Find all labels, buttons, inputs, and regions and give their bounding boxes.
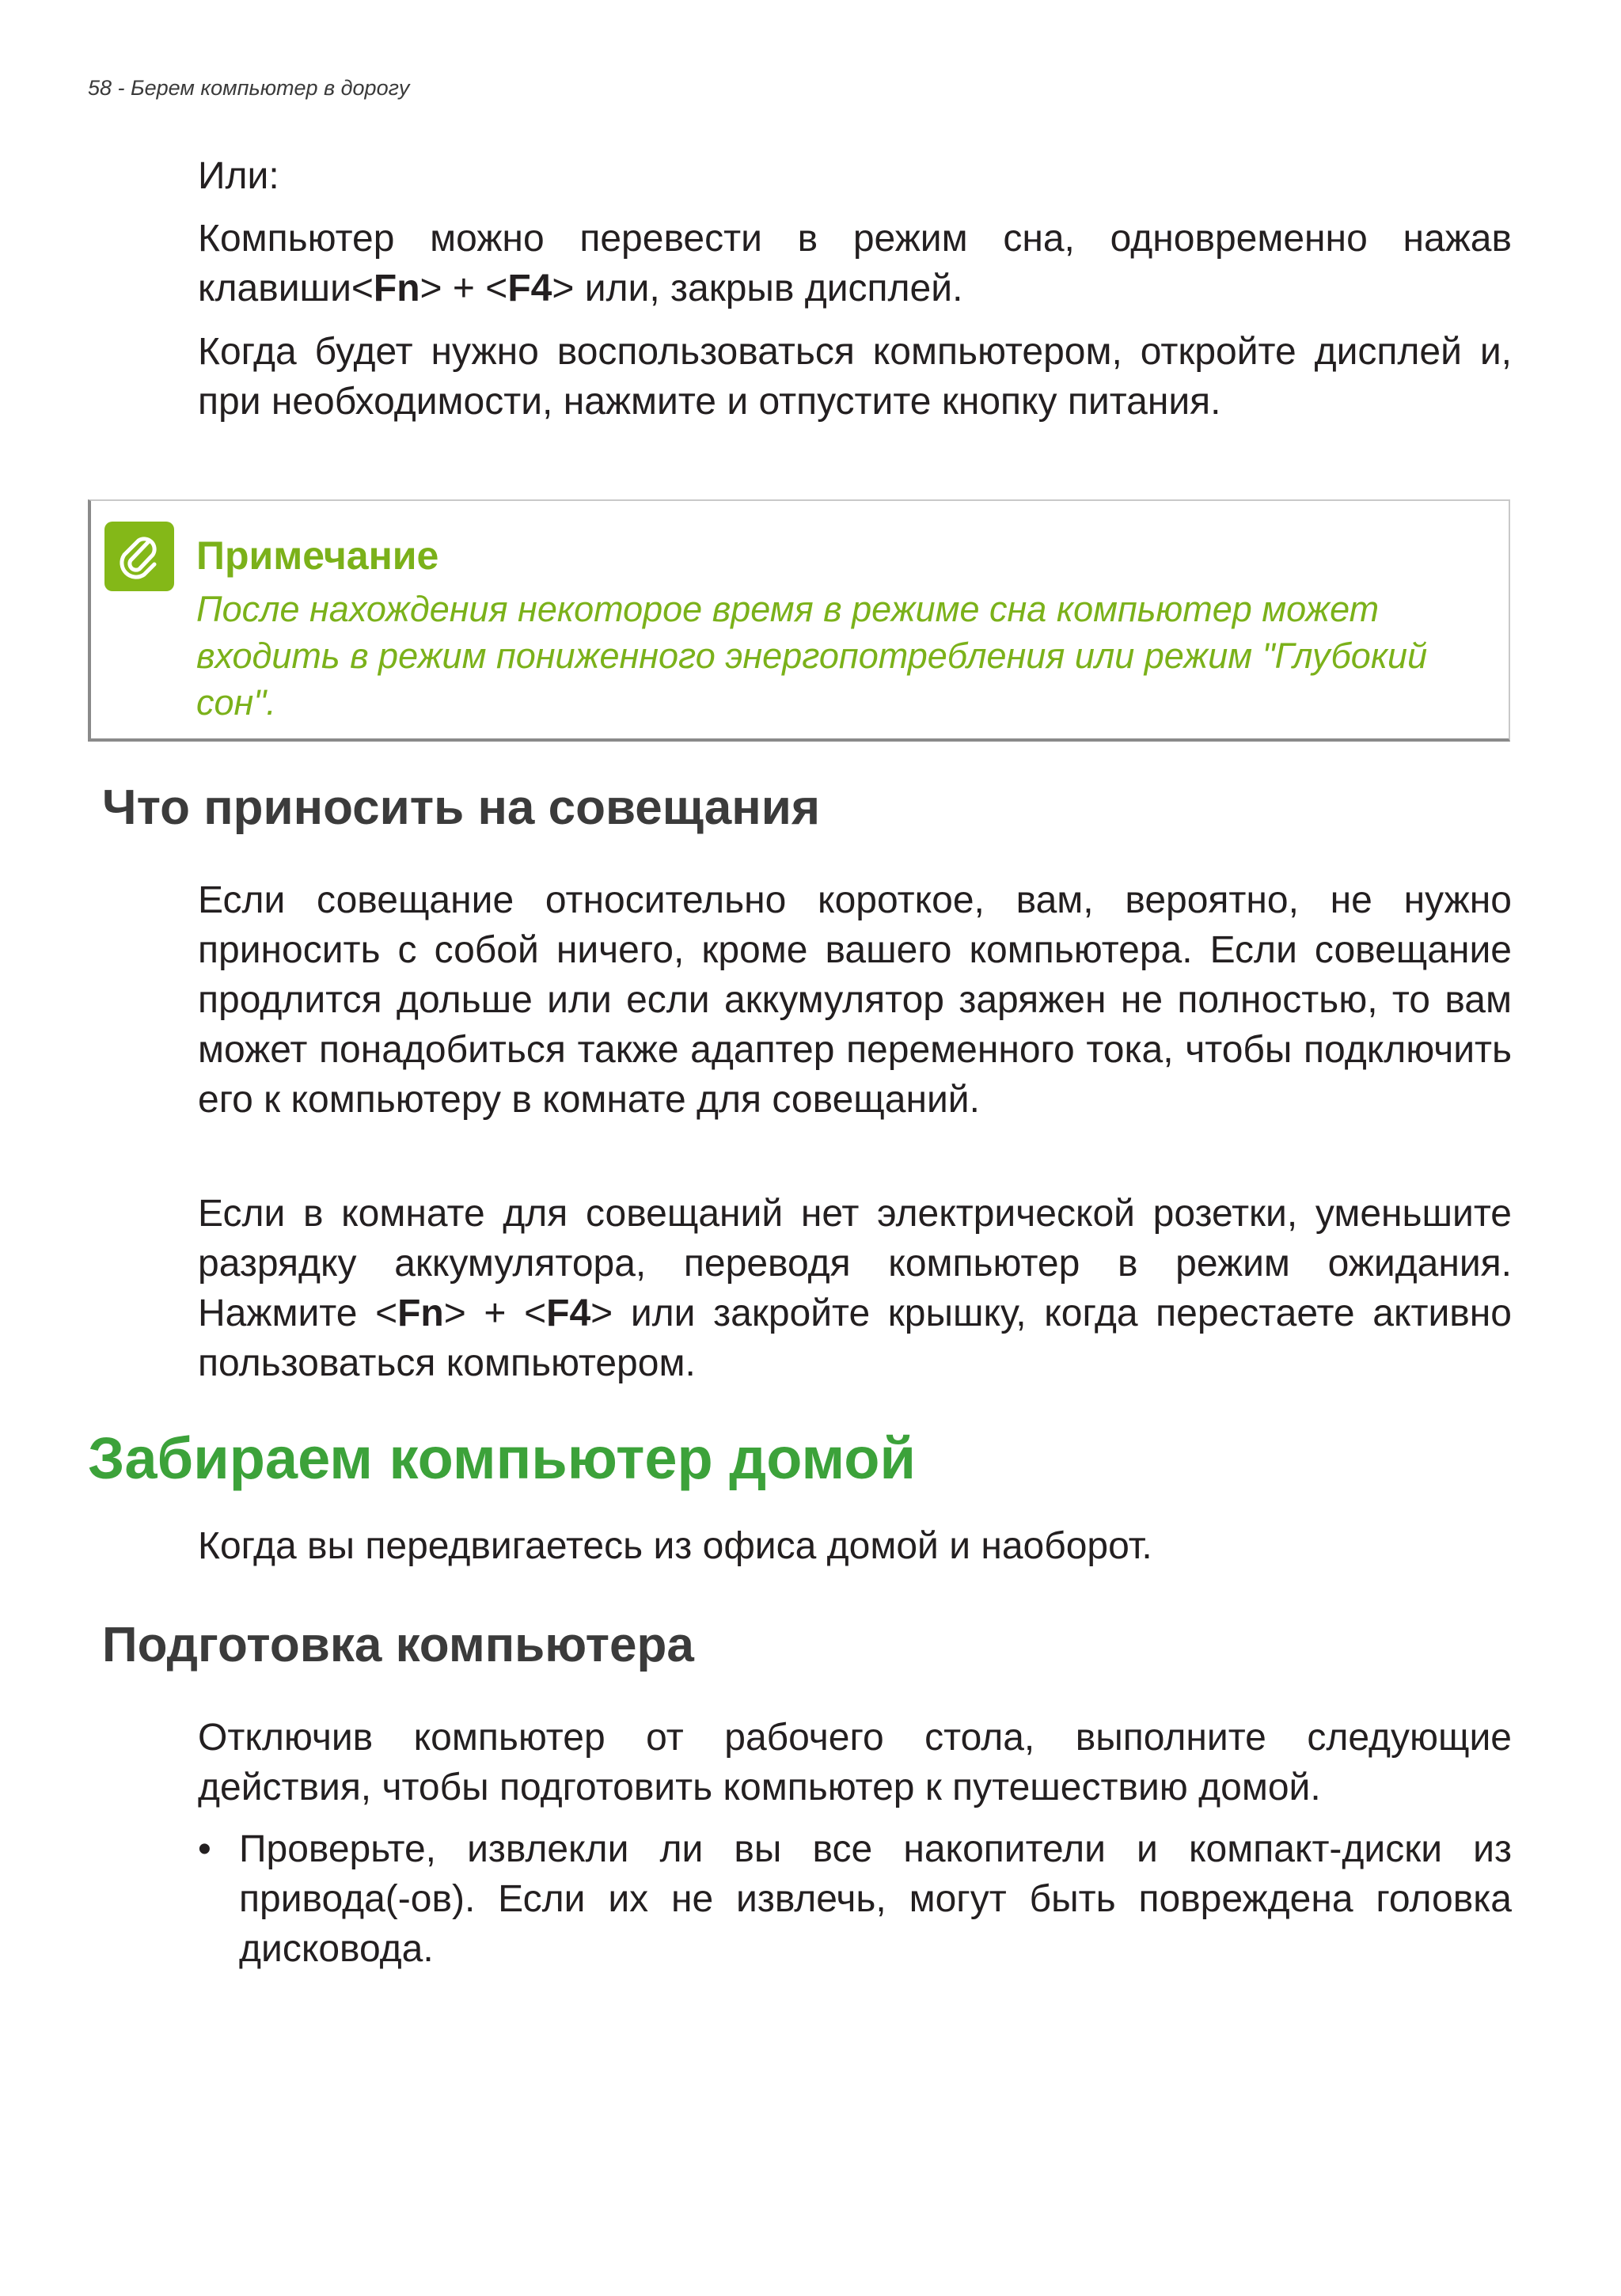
key-f4: F4: [507, 268, 552, 309]
text-run: > + <: [419, 268, 508, 309]
running-header: 58 - Берем компьютер в дорогу: [88, 76, 410, 100]
or-label: Или:: [198, 155, 279, 197]
paperclip-icon: [104, 522, 174, 591]
paperclip-glyph: [113, 530, 165, 583]
meetings-paragraph-1: Если совещание относительно короткое, вам, вероятно, не нужно приносить с собой ничего, кроме вашего компьютера. Если совещание продлится дольше или если аккумулятор заряжен не полностью, то вам может понадобиться также адаптер переменного тока, чтобы подключить его к компьютеру в комнате для совещаний.: [198, 879, 1512, 1121]
text-run: > или, закрыв дисплей.: [552, 268, 963, 309]
bullet-icon: •: [198, 1828, 211, 1870]
list-item-text: Проверьте, извлекли ли вы все накопители и компакт-диски из привода(-ов). Если их не извлечь, могут быть повреждена головка дисковода.: [239, 1828, 1512, 1970]
key-fn: Fn: [397, 1292, 444, 1334]
key-fn: Fn: [373, 268, 420, 309]
sleep-paragraph-2: Когда будет нужно воспользоваться компьютером, откройте дисплей и, при необходимости, нажмите и отпустите кнопку питания.: [198, 331, 1512, 423]
text-run: Если в комнате для совещаний нет электрической розетки, уменьшите разрядку аккумулятора, переводя компьютер в режим ожидания. Нажмите <: [198, 1193, 1512, 1334]
sleep-paragraph-1: [198, 214, 1512, 313]
section-heading-prepare: Подготовка компьютера: [102, 1618, 694, 1672]
key-f4: F4: [546, 1292, 591, 1334]
section-heading-meetings: Что приносить на совещания: [102, 780, 821, 835]
list-item: [198, 1824, 1512, 1974]
meetings-paragraph-2: [198, 1189, 1512, 1388]
note-text: После нахождения некоторое время в режиме сна компьютер может входить в режим пониженного энергопотребления или режим "Глубокий сон".: [196, 589, 1428, 723]
chapter-heading-home: Забираем компьютер домой: [88, 1425, 916, 1491]
note-box: [88, 499, 1510, 742]
note-title: Примечание: [196, 533, 439, 578]
text-run: > или закройте крышку, когда перестаете активно пользоваться компьютером.: [198, 1292, 1513, 1384]
text-run: Компьютер можно перевести в режим сна, одновременно нажав клавиши<: [198, 218, 1512, 309]
text-run: > + <: [443, 1292, 547, 1334]
prepare-paragraph: Отключив компьютер от рабочего стола, выполните следующие действия, чтобы подготовить компьютер к путешествию домой.: [198, 1717, 1512, 1808]
home-intro: Когда вы передвигаетесь из офиса домой и наоборот.: [198, 1525, 1152, 1567]
